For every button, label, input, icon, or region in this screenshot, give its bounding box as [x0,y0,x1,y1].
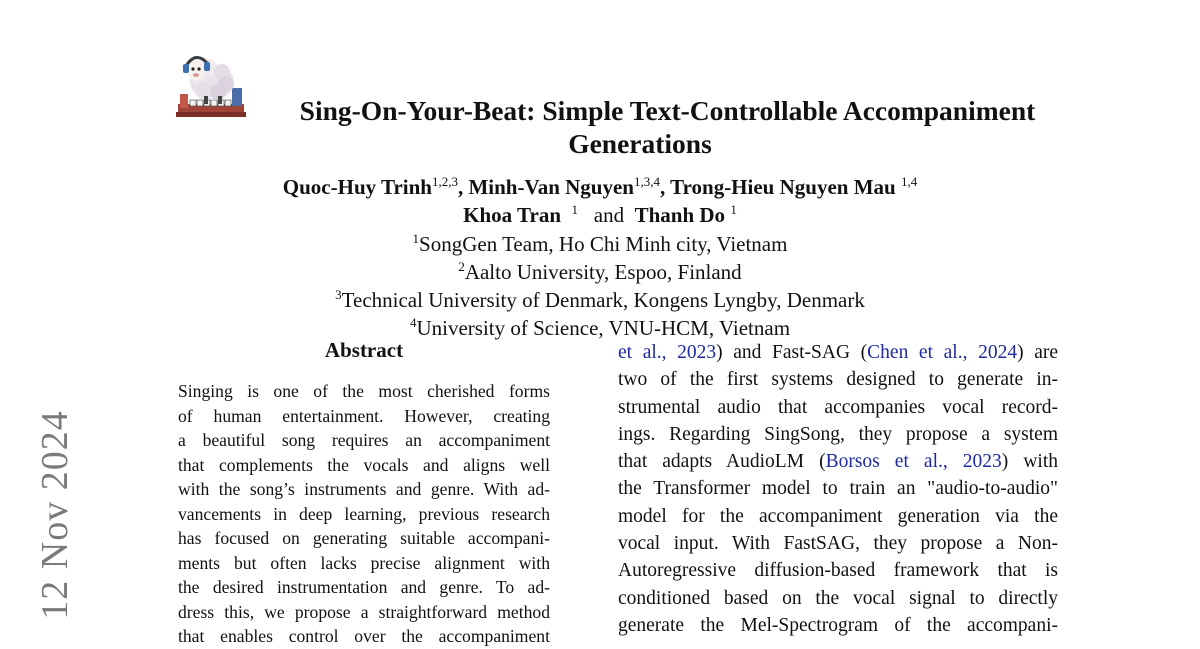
abstract-line: has focused on generating suitable accompani- [178,528,550,548]
abstract-line: dress this, we propose a straightforward method [178,601,550,622]
affiliation-mark: 4 [409,315,417,330]
author-affiliation-marks: 1,2,3 [431,174,458,189]
citation-link[interactable]: Borsos et al., 2023 [825,451,1002,473]
citation-link[interactable]: et al., 2023 [618,342,717,363]
body-line: Autoregressive diffusion-based framework that is [618,560,1058,582]
author-affiliation-marks: 1,4 [900,174,918,189]
affiliation-text: Technical University of Denmark, Kongens Lyngby, Denmark [341,288,865,312]
body-line: two of the first systems designed to generate in- [618,369,1058,391]
body-line: vocal input. With FastSAG, they propose a Non- [618,533,1058,555]
arxiv-side-date [25,405,85,625]
affiliation-text: Aalto University, Espoo, Finland [464,260,742,284]
author-affiliation-marks: 1,3,4 [634,174,660,189]
body-text: ) with [1001,451,1058,473]
abstract-line: of human entertainment. However, creating [178,405,550,426]
body-text: ) and Fast-SAG ( [716,342,868,363]
right-column-body [618,339,1058,639]
author-name: Quoc-Huy Trinh [282,175,432,199]
abstract-heading: Abstract [324,338,404,362]
author-line-2 [160,201,1040,229]
body-line: the Transformer model to train an "audio-to-audio" [618,478,1058,500]
author-affiliation-marks: 1 [571,202,579,217]
side-date-text: 12 Nov 2024 [34,410,76,620]
abstract-line: vancements in deep learning, previous research [178,503,550,524]
author-line-1: Quoc-Huy Trinh$^{1,2,3}$, Minh-Van Nguyen$^{1,3,4}$, Trong-Hieu Nguyen Mau $^{1,4}$ [282,174,918,199]
affiliation-mark: 1 [412,231,420,246]
title-line-2: Generations [568,128,712,159]
body-text: ) are [1017,342,1058,363]
abstract-line: that complements the vocals and aligns well [178,454,550,475]
affiliation-line [160,286,1040,314]
abstract-line: with the song’s instruments and genre. With ad- [178,479,550,499]
author-name: Thanh Do [634,203,726,227]
author-conjunction: and [593,203,625,227]
body-line: conditioned based on the vocal signal to directly [618,587,1058,609]
affiliation-mark: 2 [458,259,465,274]
affiliation-text: University of Science, VNU-HCM, Vietnam [416,316,791,340]
abstract-line: that enables control over the accompaniment [178,626,550,646]
author-name: Khoa Tran [463,203,562,227]
body-text: that adapts AudioLM ( [618,451,826,473]
citation-link[interactable]: Chen et al., 2024 [867,342,1018,363]
author-name: Minh-Van Nguyen [468,175,634,199]
author-name: Trong-Hieu Nguyen Mau [670,175,896,199]
affiliation-line [160,230,1040,258]
body-line [618,448,1058,475]
abstract-body [178,379,550,649]
body-line [618,339,1058,366]
body-line: model for the accompaniment generation via the [618,505,1058,527]
abstract-line: a beautiful song requires an accompaniment [178,430,550,450]
affiliation-line [160,258,1040,286]
title-line-1: Sing-On-Your-Beat: Simple Text-Controllable Accompaniment [299,95,1036,126]
body-line: generate the Mel-Spectrogram of the accompani- [618,614,1058,636]
affiliation-mark: 3 [335,287,342,302]
body-line: ings. Regarding SingSong, they propose a system [618,423,1058,445]
abstract-line: ments but often lacks precise alignment with [178,552,550,573]
abstract-line: the desired instrumentation and genre. To ad- [178,577,550,597]
paper-title [200,94,1080,160]
author-affiliation-marks: 1 [730,202,737,217]
body-line: strumental audio that accompanies vocal record- [618,396,1058,418]
abstract-line: Singing is one of the most cherished forms [178,381,550,401]
affiliation-text: SongGen Team, Ho Chi Minh city, Vietnam [419,232,788,256]
